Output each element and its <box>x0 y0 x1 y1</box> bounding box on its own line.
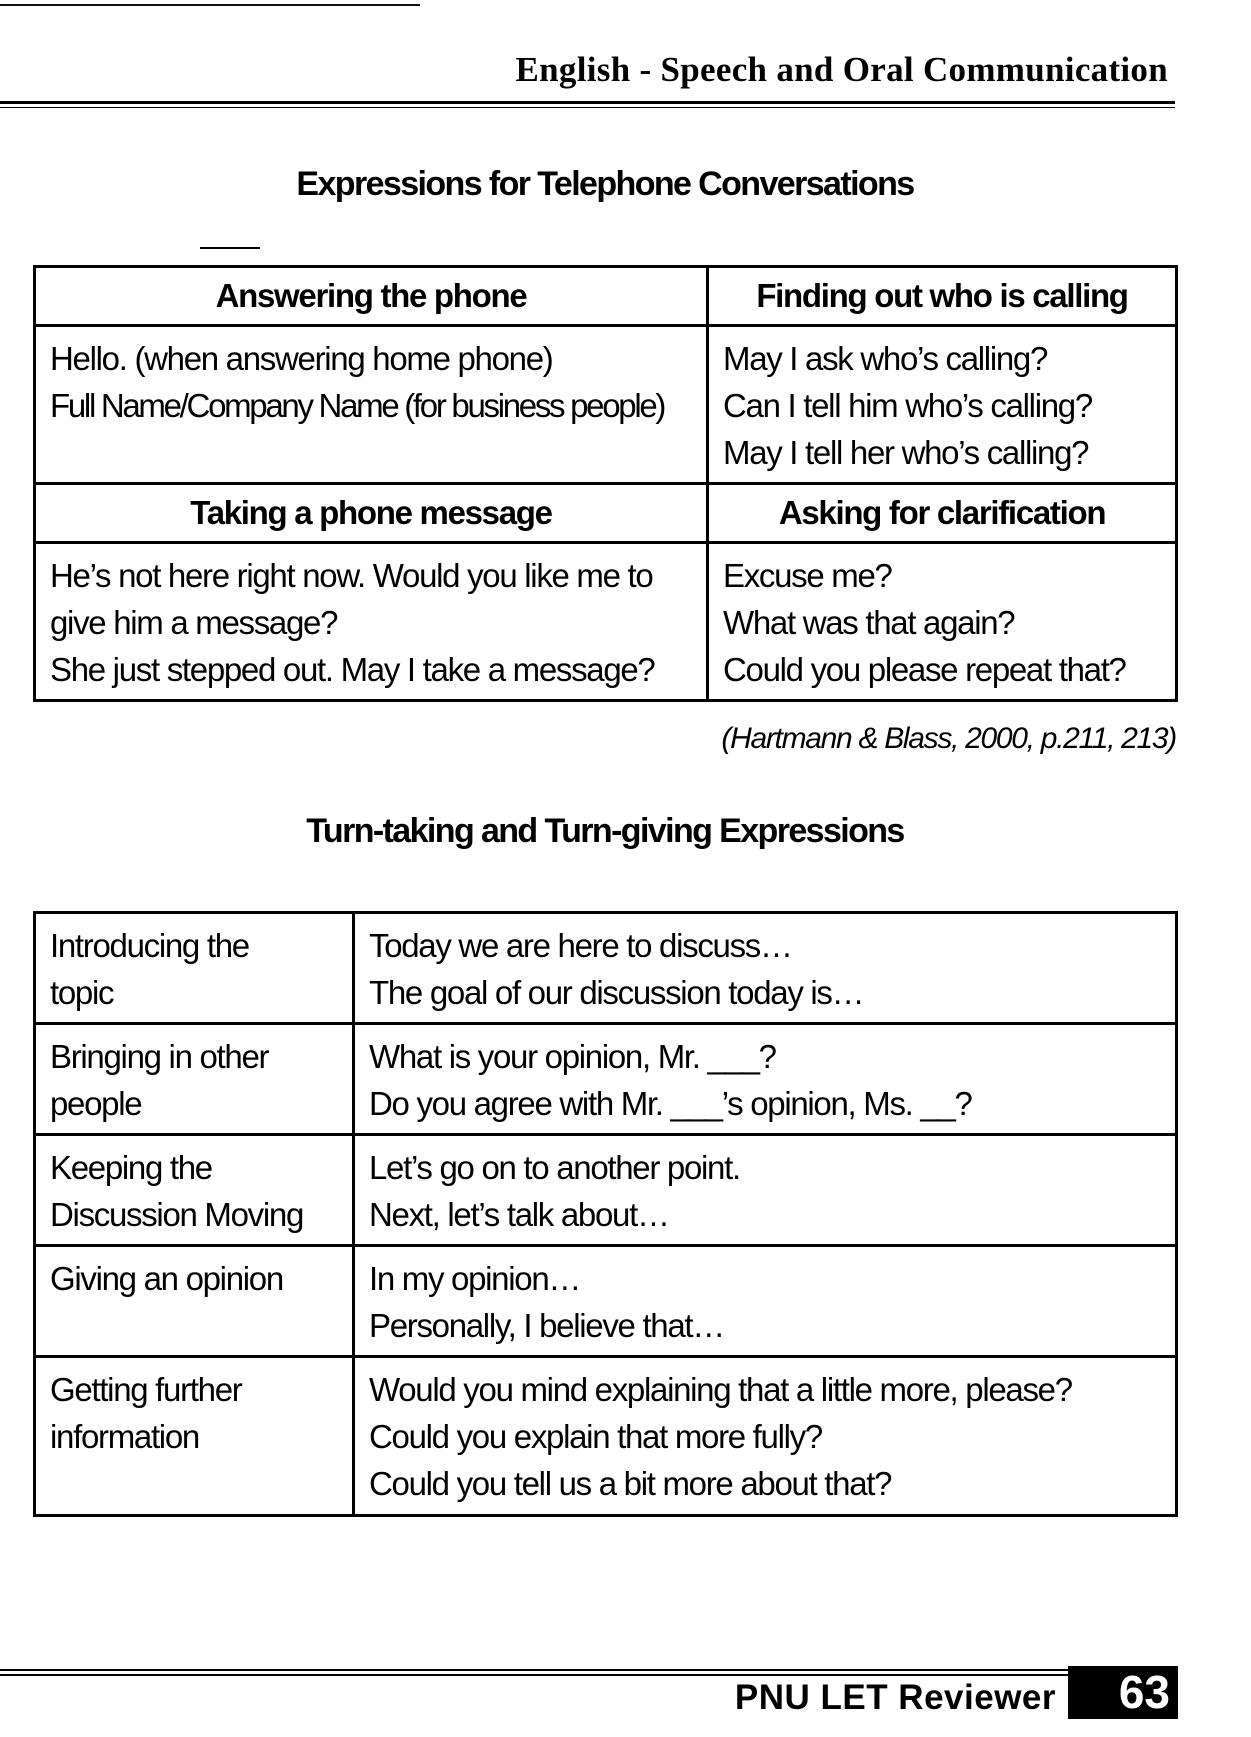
expression: In my opinion… <box>369 1260 581 1297</box>
expression: May I ask who’s calling? <box>723 340 1048 377</box>
label-line: Getting further <box>50 1371 242 1408</box>
label-line: topic <box>50 974 114 1011</box>
row-expressions <box>354 1024 1177 1135</box>
table-row <box>35 543 1177 701</box>
taking-message-cell <box>35 543 708 701</box>
header-taking-message: Taking a phone message <box>35 484 708 543</box>
footer-rule <box>0 1669 1175 1671</box>
expression: Can I tell him who’s calling? <box>723 387 1092 424</box>
table-row <box>35 1135 1177 1246</box>
clarification-cell <box>708 543 1177 701</box>
header-clarification: Asking for clarification <box>708 484 1177 543</box>
finding-out-cell <box>708 326 1177 484</box>
row-label <box>35 1246 354 1357</box>
expression: Could you tell us a bit more about that? <box>369 1465 892 1502</box>
label-line: Giving an opinion <box>50 1260 283 1297</box>
expression: She just stepped out. May I take a message? <box>50 651 655 688</box>
expression: Full Name/Company Name (for business people) <box>50 387 665 424</box>
expression: Today we are here to discuss… <box>369 927 792 964</box>
expression: He’s not here right now. Would you like me to <box>50 557 653 594</box>
table-row <box>35 1024 1177 1135</box>
label-line: people <box>50 1085 142 1122</box>
telephone-expressions-table <box>33 265 1178 702</box>
expression: Could you please repeat that? <box>723 651 1126 688</box>
expression: What was that again? <box>723 604 1015 641</box>
expression: Excuse me? <box>723 557 892 594</box>
row-label <box>35 1135 354 1246</box>
expression: May I tell her who’s calling? <box>723 434 1089 471</box>
label-line: Introducing the <box>50 927 249 964</box>
header-answering: Answering the phone <box>35 267 708 326</box>
footer-rule-thin <box>0 1674 1068 1676</box>
expression: Let’s go on to another point. <box>369 1149 740 1186</box>
answering-cell <box>35 326 708 484</box>
table-row <box>35 913 1177 1024</box>
row-label <box>35 913 354 1024</box>
expression: What is your opinion, Mr. ___? <box>369 1038 776 1075</box>
footer-book-title: PNU LET Reviewer <box>734 1678 1056 1717</box>
header-finding-out: Finding out who is calling <box>708 267 1177 326</box>
row-expressions <box>354 913 1177 1024</box>
section2-title: Turn-taking and Turn-giving Expressions <box>306 812 904 850</box>
expression: Next, let’s talk about… <box>369 1196 669 1233</box>
page-number: 63 <box>1068 1666 1178 1719</box>
expression: The goal of our discussion today is… <box>369 974 864 1011</box>
citation: (Hartmann & Blass, 2000, p.211, 213) <box>721 722 1176 755</box>
row-expressions <box>354 1246 1177 1357</box>
table-row <box>35 326 1177 484</box>
label-line: information <box>50 1418 199 1455</box>
table-header-row <box>35 267 1177 326</box>
label-line: Bringing in other <box>50 1038 269 1075</box>
expression: Could you explain that more fully? <box>369 1418 822 1455</box>
row-label <box>35 1357 354 1516</box>
table-row <box>35 1357 1177 1516</box>
top-scan-line <box>0 4 420 6</box>
label-line: Keeping the <box>50 1149 212 1186</box>
expression: give him a message? <box>50 604 338 641</box>
row-label <box>35 1024 354 1135</box>
header-rule <box>0 101 1175 104</box>
running-header: English - Speech and Oral Communication <box>515 50 1168 89</box>
row-expressions <box>354 1135 1177 1246</box>
section1-title: Expressions for Telephone Conversations <box>296 165 914 203</box>
table-row <box>35 1246 1177 1357</box>
expression: Personally, I believe that… <box>369 1307 724 1344</box>
turn-taking-table <box>33 911 1178 1517</box>
expression: Would you mind explaining that a little more, please? <box>369 1371 1072 1408</box>
label-line: Discussion Moving <box>50 1196 304 1233</box>
header-rule-thin <box>0 107 1175 108</box>
decorative-dash <box>200 247 260 249</box>
expression: Hello. (when answering home phone) <box>50 340 553 377</box>
row-expressions <box>354 1357 1177 1516</box>
expression: Do you agree with Mr. ___’s opinion, Ms. __? <box>369 1085 972 1122</box>
table-header-row <box>35 484 1177 543</box>
